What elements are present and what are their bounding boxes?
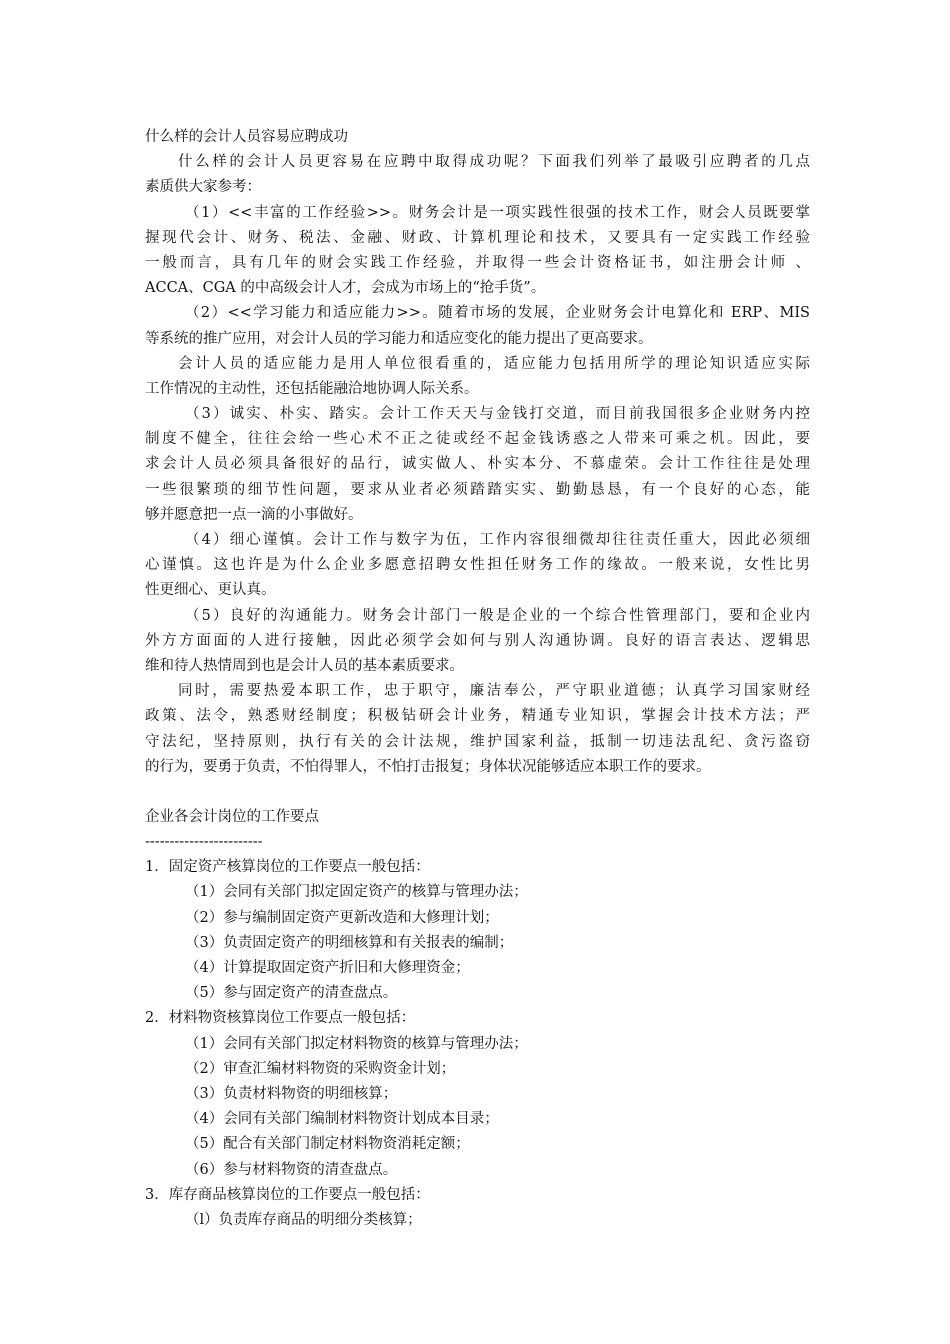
list-item: （4）计算提取固定资产折旧和大修理资金； [185,960,470,976]
list-item: （5）配合有关部门制定材料物资消耗定额； [185,1136,470,1153]
p6-line: 同时，需要热爱本职工作，忠于职守，廉洁奉公，严守职业道德；认真学习国家财经 [178,683,810,700]
p6-line: 守法纪，坚持原则，执行有关的会计法规，维护国家利益，抵制一切违法乱纪、贪污盗窃 [145,733,810,750]
p1-line: ACCA、CGA 的中高级会计人才，会成为市场上的“抢手货”。 [145,280,546,297]
doc-title: 什么样的会计人员容易应聘成功 [145,129,348,145]
p2-line: （2）<<学习能力和适应能力>>。随着市场的发展，企业财务会计电算化和 ERP、MIS [185,305,810,322]
p1-line: （1）<<丰富的工作经验>>。财务会计是一项实践性很强的技术工作，财会人员既要掌 [185,204,810,221]
p4-line: 心谨慎。这也许是为什么企业多愿意招聘女性担任财务工作的缘故。一般来说，女性比男 [145,557,810,574]
p2-line: 等系统的推广应用，对会计人员的学习能力和适应变化的能力提出了更高要求。 [145,330,653,347]
section-title: 企业各会计岗位的工作要点 [145,808,319,825]
list-item: （2）参与编制固定资产更新改造和大修理计划； [185,909,499,926]
heading-3: 3．库存商品核算岗位的工作要点一般包括： [145,1186,430,1203]
p6-line: 政策、法令，熟悉财经制度；积极钻研会计业务，精通专业知识，掌握会计技术方法；严 [145,708,810,725]
p1-line: 握现代会计、财务、税法、金融、财政、计算机理论和技术，又要具有一定实践工作经验 [145,229,810,246]
p4-line: （4）细心谨慎。会计工作与数字为伍，工作内容很细微却往往责任重大，因此必须细 [185,532,810,548]
heading-2: 2．材料物资核算岗位工作要点一般包括： [145,1010,416,1027]
list-item: （1）会同有关部门拟定固定资产的核算与管理办法； [185,884,528,901]
list-item: （1）会同有关部门拟定材料物资的核算与管理办法； [185,1035,528,1052]
separator-line: ------------------------ [145,834,263,851]
list-item: （3）负责材料物资的明细核算； [185,1085,398,1102]
heading-1: 1．固定资产核算岗位的工作要点一般包括： [145,859,430,876]
document-page [145,125,810,1233]
intro-line: 什么样的会计人员更容易在应聘中取得成功呢？下面我们列举了最吸引应聘者的几点 [178,154,810,171]
list-item: （2）审查汇编材料物资的采购资金计划； [185,1060,456,1077]
list-item: （6）参与材料物资的清查盘点。 [185,1161,398,1178]
p5-line: 外方方面面的人进行接触，因此必须学会如何与别人沟通协调。良好的语言表达、逻辑思 [145,632,810,649]
p3-line: 求会计人员必须具备很好的品行，诚实做人、朴实本分、不慕虚荣。会计工作往往是处理 [145,456,810,473]
list-item: （3）负责固定资产的明细核算和有关报表的编制； [185,934,514,951]
p2b-line: 工作情况的主动性，还包括能融洽地协调人际关系。 [145,380,479,397]
list-item: （5）参与固定资产的清查盘点。 [185,985,398,1002]
p3-line: 制度不健全，往往会给一些心术不正之徒或经不起金钱诱惑之人带来可乘之机。因此，要 [145,431,810,448]
list-item: （l）负责库存商品的明细分类核算； [185,1211,422,1228]
p6-line: 的行为，要勇于负责，不怕得罪人，不怕打击报复；身体状况能够适应本职工作的要求。 [145,758,711,775]
p2b-line: 会计人员的适应能力是用人单位很看重的，适应能力包括用所学的理论知识适应实际 [178,355,810,372]
p3-line: 一些很繁琐的细节性问题，要求从业者必须踏踏实实、勤勤恳恳，有一个良好的心态，能 [145,481,810,498]
p3-line: （3）诚实、朴实、踏实。会计工作天天与金钱打交道，而目前我国很多企业财务内控 [185,406,810,423]
p3-line: 够并愿意把一点一滴的小事做好。 [145,506,363,523]
p5-line: （5）良好的沟通能力。财务会计部门一般是企业的一个综合性管理部门，要和企业内 [185,607,810,624]
intro-line: 素质供大家参考： [145,179,261,196]
blank-line [145,780,810,805]
p5-line: 维和待人热情周到也是会计人员的基本素质要求。 [145,657,464,674]
p4-line: 性更细心、更认真。 [145,582,276,599]
p1-line: 一般而言，具有几年的财会实践工作经验，并取得一些会计资格证书，如注册会计师 、 [145,254,810,271]
list-item: （4）会同有关部门编制材料物资计划成本目录； [185,1111,499,1128]
